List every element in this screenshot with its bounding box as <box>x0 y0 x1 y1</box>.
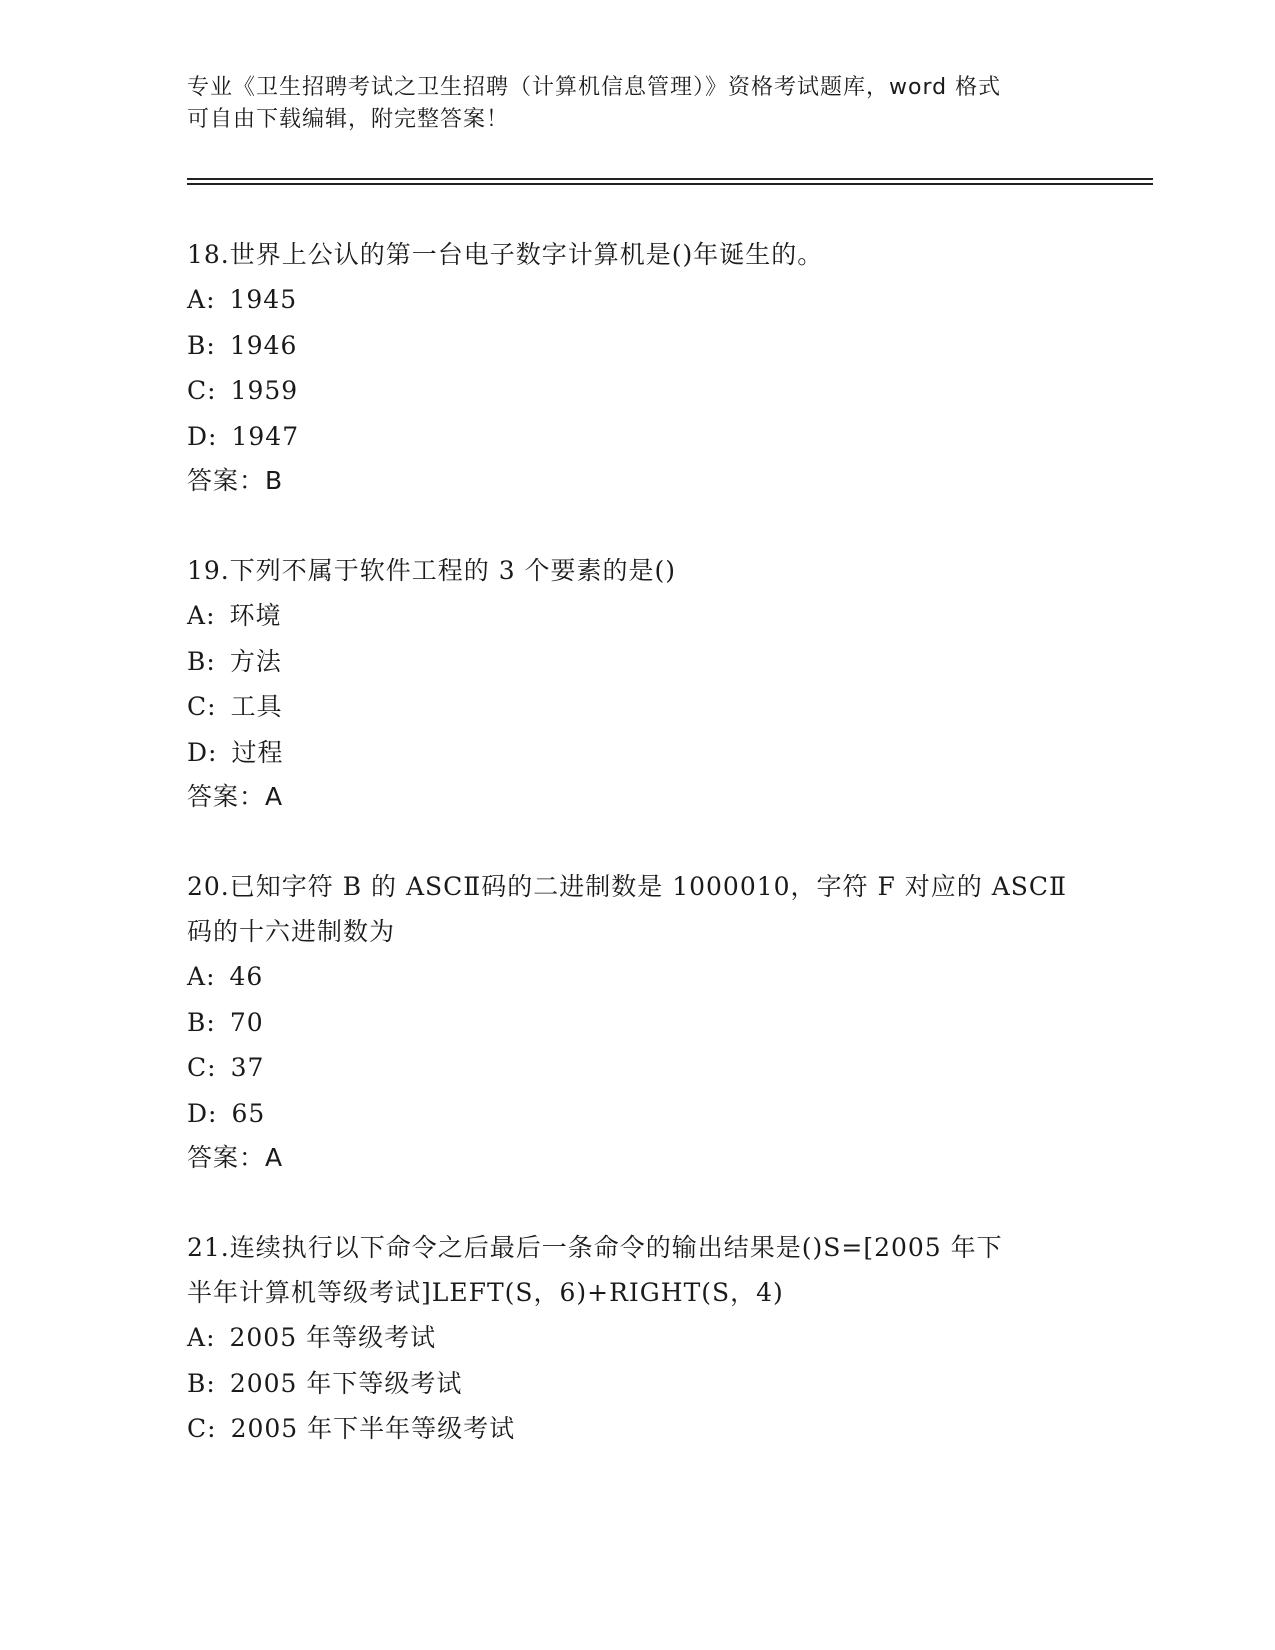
document-header <box>187 72 1067 136</box>
option-letter: C <box>187 376 208 405</box>
option-text: 65 <box>231 1098 266 1128</box>
option-separator: : <box>206 962 216 991</box>
option-text: 2005 年等级考试 <box>229 1323 437 1352</box>
option-text: 1945 <box>229 285 298 314</box>
option-separator: : <box>206 330 216 360</box>
option-separator: : <box>207 1414 217 1443</box>
option-b <box>187 1361 1087 1407</box>
option-separator: : <box>206 1007 216 1037</box>
header-line-1: 专业《卫生招聘考试之卫生招聘（计算机信息管理）》资格考试题库，word 格式 <box>187 75 1002 100</box>
option-d <box>187 730 1087 776</box>
option-text: 1959 <box>230 376 299 405</box>
option-letter: A <box>187 962 207 991</box>
option-b <box>187 323 1087 369</box>
answer-line: 答案：A <box>187 782 284 811</box>
question-title: 半年计算机等级考试]LEFT(S，6)+RIGHT(S，4) <box>187 1278 784 1307</box>
option-b <box>187 1000 1087 1046</box>
option-text: 工具 <box>230 692 283 721</box>
option-text: 1946 <box>229 330 298 360</box>
option-letter: C <box>187 1414 208 1443</box>
option-d <box>187 1091 1087 1137</box>
option-letter: D <box>187 421 209 451</box>
question-title: 码的十六进制数为 <box>187 917 396 946</box>
question-block <box>187 232 1087 503</box>
option-d <box>187 414 1087 460</box>
option-letter: A <box>187 1323 207 1352</box>
question-block <box>187 864 1087 1180</box>
question-title: 19.下列不属于软件工程的 3 个要素的是() <box>187 556 677 585</box>
option-letter: A <box>187 601 207 630</box>
answer-line: 答案：B <box>187 466 284 495</box>
option-letter: A <box>187 285 207 314</box>
option-text: 37 <box>230 1053 265 1082</box>
option-separator: : <box>206 646 216 676</box>
option-text: 2005 年下等级考试 <box>229 1368 463 1398</box>
question-title: 21.连续执行以下命令之后最后一条命令的输出结果是()S=[2005 年下 <box>187 1233 1003 1262</box>
option-a <box>187 1315 1087 1361</box>
answer-line: 答案：A <box>187 1143 284 1172</box>
option-a <box>187 954 1087 1000</box>
question-title: 18.世界上公认的第一台电子数字计算机是()年诞生的。 <box>187 240 824 269</box>
option-letter: B <box>187 1007 207 1037</box>
option-c <box>187 684 1087 730</box>
option-letter: D <box>187 1098 209 1128</box>
option-letter: C <box>187 692 208 721</box>
question-block <box>187 1225 1087 1452</box>
option-text: 70 <box>229 1007 264 1037</box>
option-letter: D <box>187 737 209 767</box>
header-divider-bottom <box>187 183 1153 185</box>
header-divider-top <box>187 178 1153 180</box>
option-text: 过程 <box>231 737 284 767</box>
option-letter: B <box>187 646 207 676</box>
option-letter: C <box>187 1053 208 1082</box>
option-a <box>187 277 1087 323</box>
option-text: 1947 <box>231 421 300 451</box>
option-b <box>187 639 1087 685</box>
option-letter: B <box>187 1368 207 1398</box>
option-c <box>187 1406 1087 1452</box>
option-separator: : <box>208 737 218 767</box>
option-text: 46 <box>229 962 264 991</box>
option-separator: : <box>207 376 217 405</box>
header-line-2: 可自由下载编辑，附完整答案！ <box>187 107 510 132</box>
option-separator: : <box>206 285 216 314</box>
question-list <box>187 232 1087 1497</box>
option-separator: : <box>206 1323 216 1352</box>
option-text: 2005 年下半年等级考试 <box>230 1414 516 1443</box>
option-separator: : <box>207 1053 217 1082</box>
option-c <box>187 1045 1087 1091</box>
option-separator: : <box>207 692 217 721</box>
option-c <box>187 368 1087 414</box>
option-separator: : <box>208 1098 218 1128</box>
option-text: 方法 <box>229 646 282 676</box>
question-block <box>187 548 1087 819</box>
option-a <box>187 593 1087 639</box>
option-letter: B <box>187 330 207 360</box>
option-separator: : <box>208 421 218 451</box>
option-separator: : <box>206 601 216 630</box>
question-title: 20.已知字符 B 的 ASCⅡ码的二进制数是 1000010，字符 F 对应的 ASCⅡ <box>187 872 1068 901</box>
option-separator: : <box>206 1368 216 1398</box>
option-text: 环境 <box>229 601 282 630</box>
